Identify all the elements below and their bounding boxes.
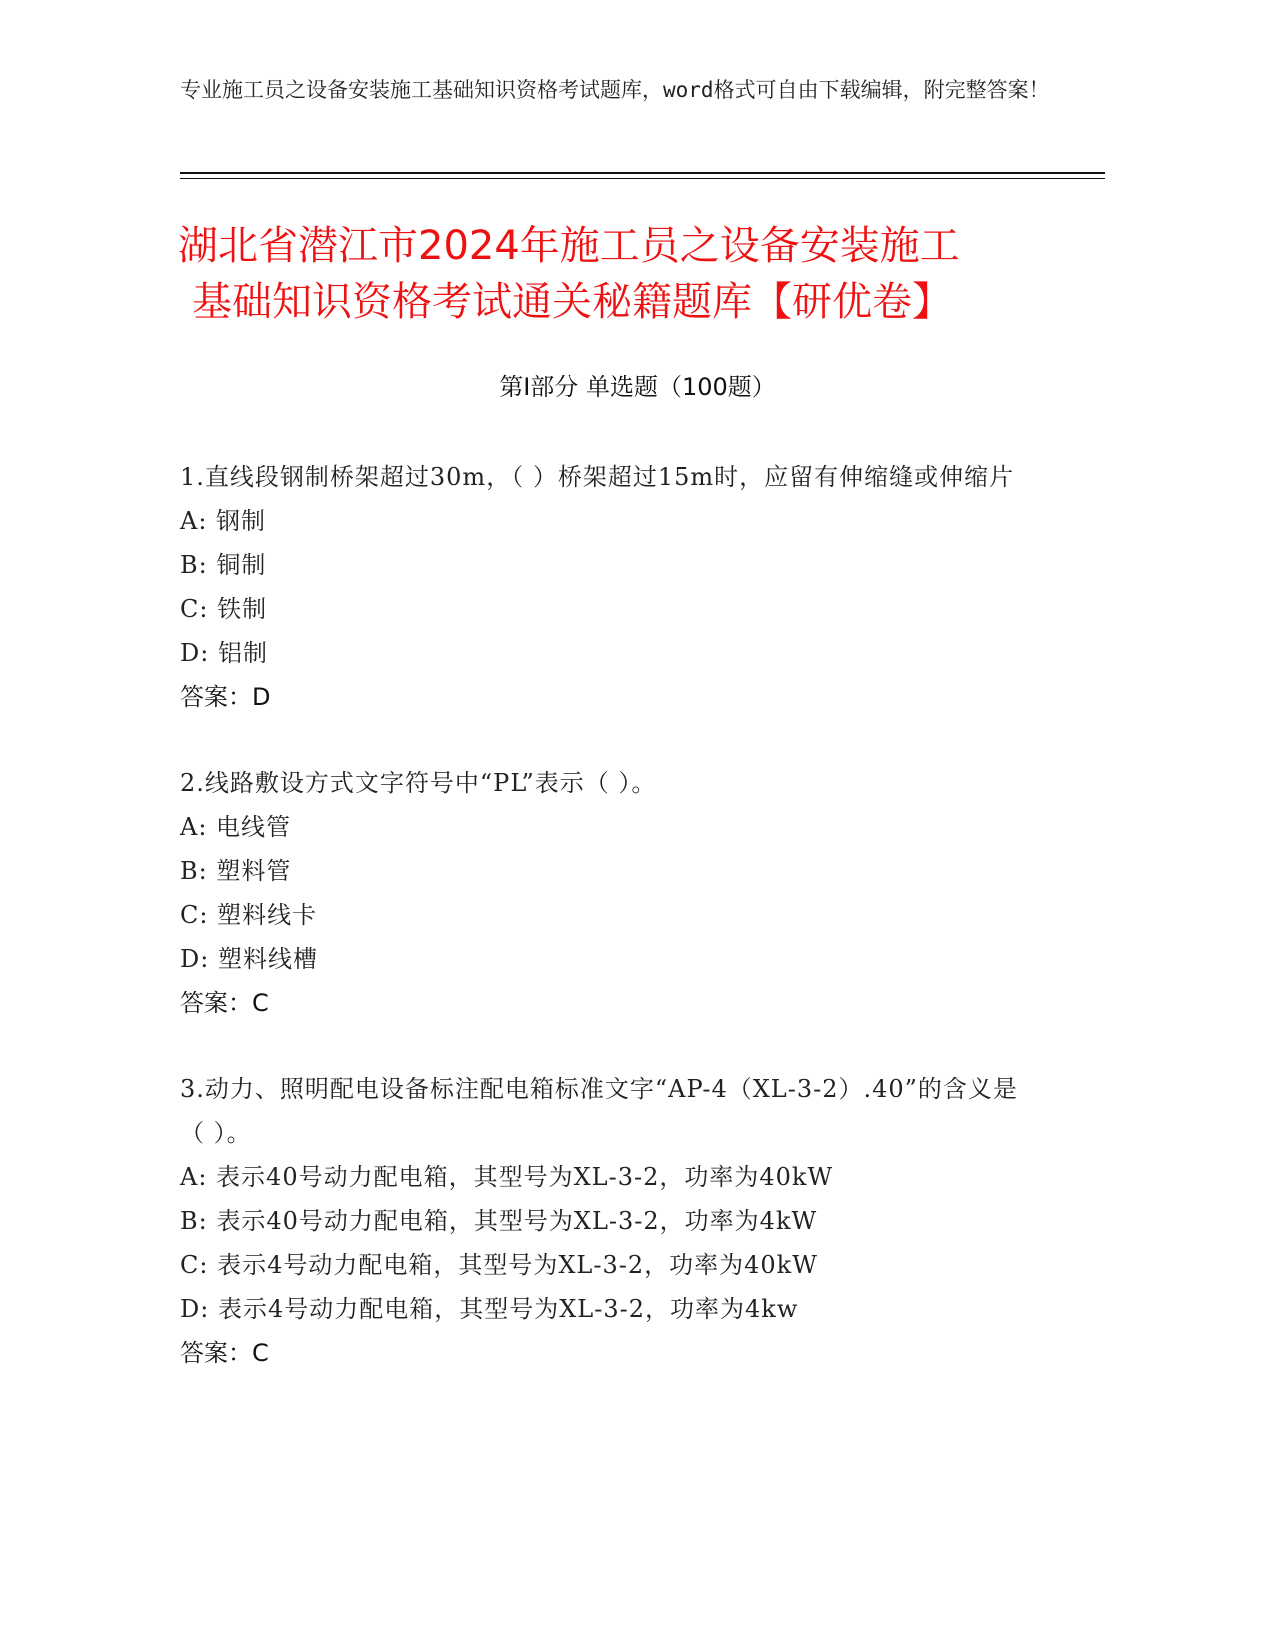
header-note: 专业施工员之设备安装施工基础知识资格考试题库，word格式可自由下载编辑，附完整答案！	[180, 78, 1050, 102]
answer: 答案：C	[180, 989, 269, 1017]
title-line-1: 湖北省潜江市2024年施工员之设备安装施工	[178, 223, 960, 269]
option-a: A: 电线管	[180, 813, 292, 841]
option-c: C: 铁制	[180, 595, 268, 623]
question-list	[180, 455, 1040, 1417]
question-stem: 3.动力、照明配电设备标注配电箱标准文字“AP-4（XL-3-2）.40”的含义是（ ）。	[180, 1075, 1018, 1147]
question-2	[180, 761, 1040, 1025]
option-c: C: 塑料线卡	[180, 901, 318, 929]
header-divider-thin	[180, 178, 1105, 179]
option-a: A: 钢制	[180, 507, 267, 535]
option-b: B: 表示40号动力配电箱，其型号为XL-3-2，功率为4kW	[180, 1207, 818, 1235]
question-stem: 2.线路敷设方式文字符号中“PL”表示（ ）。	[180, 769, 657, 797]
option-b: B: 铜制	[180, 551, 267, 579]
section-heading: 第Ⅰ部分 单选题（100题）	[499, 373, 776, 401]
question-stem: 1.直线段钢制桥架超过30m，（ ）桥架超过15m时，应留有伸缩缝或伸缩片	[180, 463, 1015, 491]
option-a: A: 表示40号动力配电箱，其型号为XL-3-2，功率为40kW	[180, 1163, 834, 1191]
option-d: D: 表示4号动力配电箱，其型号为XL-3-2，功率为4kw	[180, 1295, 799, 1323]
option-b: B: 塑料管	[180, 857, 292, 885]
option-d: D: 铝制	[180, 639, 268, 667]
question-3	[180, 1067, 1040, 1375]
question-1	[180, 455, 1040, 719]
answer: 答案：C	[180, 1339, 269, 1367]
title-line-2: 基础知识资格考试通关秘籍题库【研优卷】	[192, 279, 952, 325]
header-divider-thick	[180, 172, 1105, 174]
option-d: D: 塑料线槽	[180, 945, 318, 973]
option-c: C: 表示4号动力配电箱，其型号为XL-3-2，功率为40kW	[180, 1251, 818, 1279]
answer: 答案：D	[180, 683, 271, 711]
document-title	[178, 218, 1078, 330]
